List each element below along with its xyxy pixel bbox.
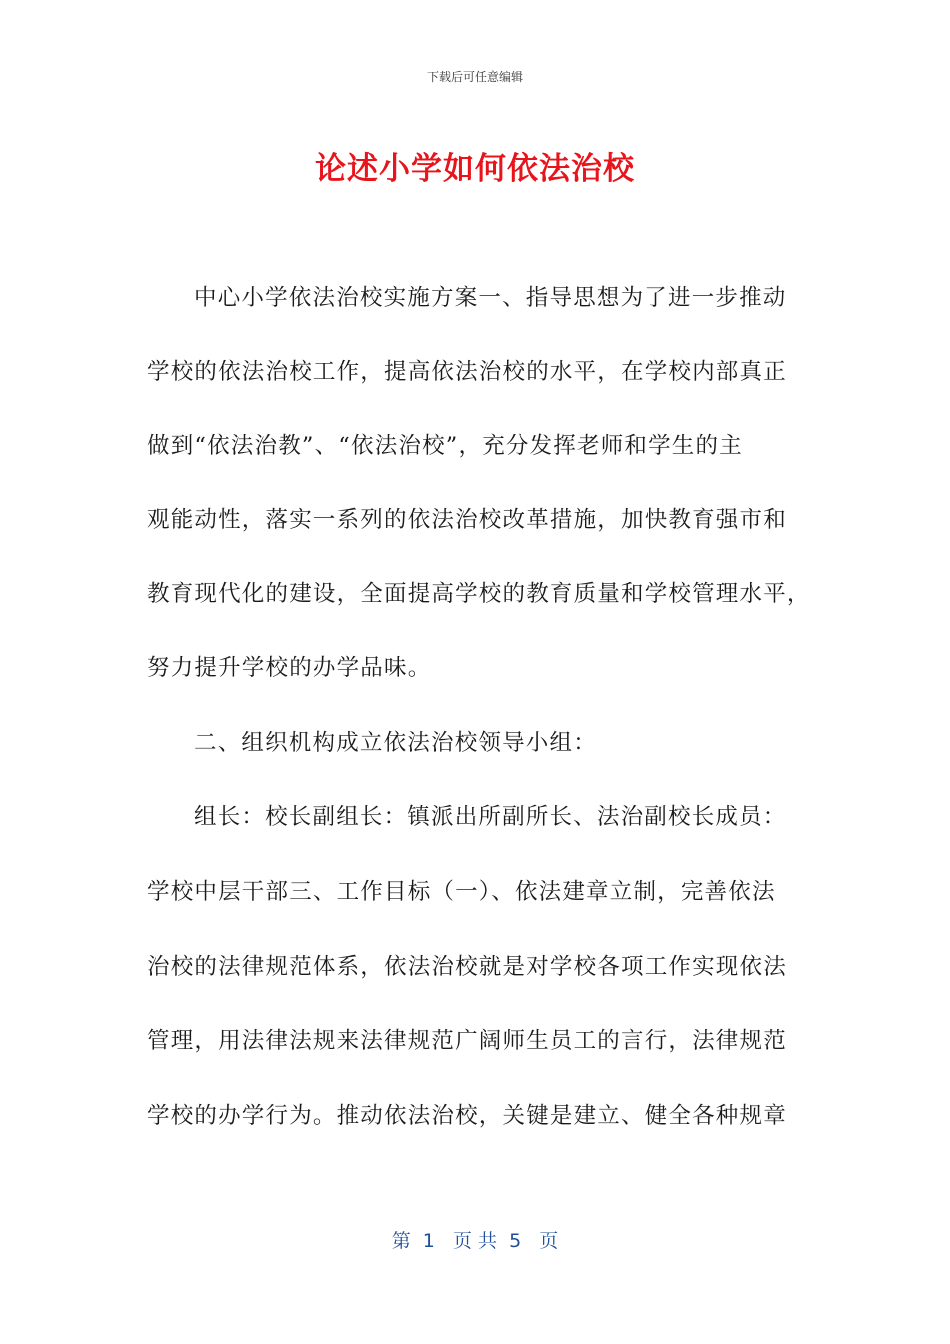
document-title: 论述小学如何依法治校 [315,151,635,187]
body-line: 教育现代化的建设，全面提高学校的教育质量和学校管理水平， [147,581,811,607]
page-footer: 第 1 页 共 5 页 [391,1230,559,1252]
body-line: 中心小学依法治校实施方案一、指导思想为了进一步推动 [194,285,787,311]
body-line: 学校的依法治校工作，提高依法治校的水平，在学校内部真正 [147,359,787,385]
body-line: 组长：校长副组长：镇派出所副所长、法治副校长成员： [194,804,787,830]
body-line: 学校的办学行为。推动依法治校，关键是建立、健全各种规章 [147,1103,787,1129]
header-note: 下载后可任意编辑 [426,70,523,84]
body-line: 治校的法律规范体系，依法治校就是对学校各项工作实现依法 [147,954,787,980]
body-line: 管理，用法律法规来法律规范广阔师生员工的言行，法律规范 [147,1028,787,1054]
body-line: 二、组织机构成立依法治校领导小组： [194,730,597,756]
body-line: 做到“依法治教”、“依法治校”，充分发挥老师和学生的主 [147,433,743,459]
body-line: 观能动性，落实一系列的依法治校改革措施，加快教育强市和 [147,507,787,533]
body-line: 努力提升学校的办学品味。 [147,655,432,681]
body-line: 学校中层干部三、工作目标（一）、依法建章立制，完善依法 [147,879,776,905]
